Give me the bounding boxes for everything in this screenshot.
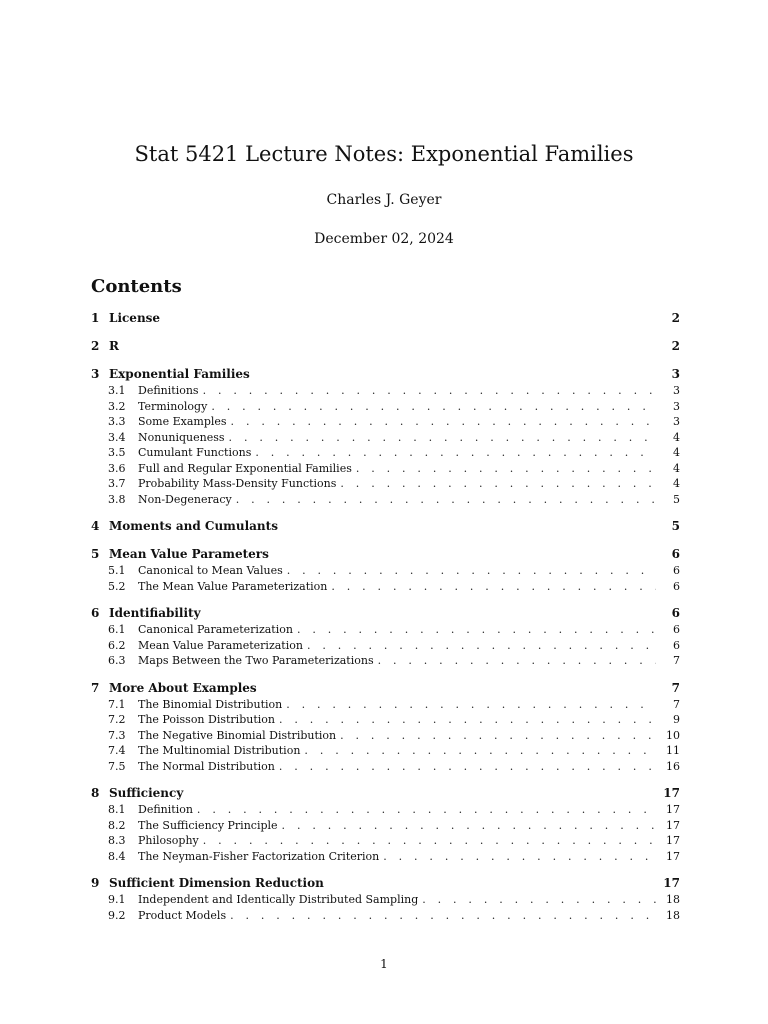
toc-subsection-title: Canonical Parameterization [138, 623, 293, 636]
toc-subsection-number: 3.3 [108, 415, 126, 428]
toc-dot-leader [340, 728, 656, 744]
toc-subsection-number: 3.6 [108, 461, 126, 475]
toc-subsection-number: 8.3 [108, 834, 126, 847]
toc-dot-leader [279, 759, 656, 775]
toc-dot-leader [383, 849, 656, 865]
toc-section-entry[interactable] [91, 545, 680, 563]
toc-dot-leader [231, 414, 656, 430]
toc-subsection-title: Non-Degeneracy [138, 492, 232, 506]
toc-section-title: Exponential Families [109, 367, 250, 381]
contents-heading: Contents [91, 276, 182, 297]
toc-subsection-page: 3 [673, 415, 680, 428]
toc-section-number: 4 [91, 519, 100, 533]
toc-subsection-number: 6.1 [108, 623, 126, 636]
toc-subsection-page: 18 [666, 893, 680, 906]
toc-subsection-page: 3 [673, 399, 680, 413]
toc-subsection-page: 6 [673, 564, 680, 577]
toc-spacer [91, 355, 680, 365]
toc-subsection-page: 18 [666, 908, 680, 922]
toc-section-entry[interactable] [91, 604, 680, 622]
toc-subsection-number: 7.1 [108, 697, 126, 711]
toc-subsection-page: 4 [673, 477, 680, 490]
document-date: December 02, 2024 [314, 231, 454, 247]
toc-section-title: Sufficient Dimension Reduction [109, 876, 324, 890]
toc-subsection-entry[interactable] [91, 383, 680, 399]
toc-dot-leader [331, 579, 656, 595]
toc-subsection-title: The Negative Binomial Distribution [138, 728, 337, 742]
toc-subsection-page: 7 [673, 697, 680, 711]
toc-subsection-entry[interactable] [91, 892, 680, 908]
toc-subsection-page: 3 [673, 384, 680, 397]
toc-section-number: 1 [91, 311, 100, 325]
toc-subsection-number: 8.2 [108, 818, 126, 832]
toc-dot-leader [307, 638, 656, 654]
toc-subsection-entry[interactable] [91, 743, 680, 759]
toc-subsection-page: 17 [666, 849, 680, 863]
toc-subsection-entry[interactable] [91, 414, 680, 430]
page-number: 1 [380, 957, 388, 971]
table-of-contents [91, 309, 680, 923]
toc-section-title: Identifiability [109, 606, 201, 620]
toc-subsection-entry[interactable] [91, 802, 680, 818]
toc-spacer [91, 327, 680, 337]
toc-subsection-number: 7.4 [108, 744, 126, 757]
toc-spacer [91, 864, 680, 874]
toc-dot-leader [340, 476, 656, 492]
toc-subsection-number: 6.2 [108, 638, 126, 652]
toc-subsection-entry[interactable] [91, 653, 680, 669]
toc-subsection-number: 5.2 [108, 579, 126, 593]
toc-subsection-page: 6 [673, 579, 680, 593]
toc-section-number: 3 [91, 367, 100, 381]
toc-subsection-number: 7.3 [108, 728, 126, 742]
toc-dot-leader [356, 461, 656, 477]
toc-section-title: R [109, 339, 119, 353]
toc-subsection-entry[interactable] [91, 638, 680, 654]
toc-dot-leader [378, 653, 656, 669]
toc-subsection-page: 11 [666, 744, 680, 757]
toc-section-title: Moments and Cumulants [109, 519, 278, 533]
toc-dot-leader [203, 383, 656, 399]
toc-subsection-number: 3.7 [108, 477, 126, 490]
toc-subsection-entry[interactable] [91, 849, 680, 865]
toc-spacer [91, 535, 680, 545]
toc-dot-leader [297, 622, 656, 638]
toc-subsection-entry[interactable] [91, 759, 680, 775]
toc-subsection-title: The Mean Value Parameterization [138, 579, 328, 593]
toc-section-page: 6 [671, 606, 680, 620]
toc-subsection-entry[interactable] [91, 728, 680, 744]
toc-subsection-number: 3.5 [108, 446, 126, 459]
toc-subsection-entry[interactable] [91, 476, 680, 492]
toc-section-entry[interactable] [91, 784, 680, 802]
toc-dot-leader [287, 563, 656, 579]
toc-section-number: 8 [91, 786, 100, 800]
toc-section-title: Mean Value Parameters [109, 547, 269, 561]
toc-dot-leader [255, 445, 656, 461]
toc-subsection-title: The Normal Distribution [138, 759, 275, 773]
toc-section-number: 2 [91, 339, 100, 353]
toc-dot-leader [422, 892, 656, 908]
toc-subsection-title: Canonical to Mean Values [138, 564, 283, 577]
toc-section-page: 2 [671, 311, 680, 325]
toc-subsection-page: 6 [673, 623, 680, 636]
toc-subsection-entry[interactable] [91, 712, 680, 728]
toc-subsection-title: Terminology [138, 399, 208, 413]
toc-subsection-number: 6.3 [108, 654, 126, 667]
toc-subsection-entry[interactable] [91, 697, 680, 713]
toc-subsection-page: 16 [666, 759, 680, 773]
toc-subsection-title: Maps Between the Two Parameterizations [138, 654, 374, 667]
toc-subsection-page: 4 [673, 461, 680, 475]
toc-subsection-page: 6 [673, 638, 680, 652]
toc-section-page: 17 [663, 786, 680, 800]
toc-subsection-page: 10 [666, 728, 680, 742]
toc-subsection-entry[interactable] [91, 563, 680, 579]
toc-section-entry[interactable] [91, 309, 680, 327]
toc-subsection-page: 4 [673, 446, 680, 459]
toc-dot-leader [230, 908, 656, 924]
toc-subsection-entry[interactable] [91, 430, 680, 446]
toc-section-entry[interactable] [91, 874, 680, 892]
toc-subsection-title: Philosophy [138, 834, 199, 847]
toc-subsection-title: The Multinomial Distribution [138, 744, 301, 757]
toc-section-entry[interactable] [91, 337, 680, 355]
toc-subsection-entry[interactable] [91, 445, 680, 461]
toc-section-entry[interactable] [91, 365, 680, 383]
toc-subsection-page: 5 [673, 492, 680, 506]
toc-section-title: Sufficiency [109, 786, 184, 800]
toc-section-page: 5 [671, 519, 680, 533]
toc-spacer [91, 774, 680, 784]
toc-subsection-title: Definitions [138, 384, 199, 397]
toc-subsection-number: 7.5 [108, 759, 126, 773]
toc-spacer [91, 669, 680, 679]
toc-subsection-title: Independent and Identically Distributed Sampling [138, 893, 419, 906]
toc-subsection-number: 8.4 [108, 849, 126, 863]
toc-section-page: 3 [671, 367, 680, 381]
toc-subsection-title: Product Models [138, 908, 227, 922]
toc-subsection-page: 7 [673, 654, 680, 667]
toc-subsection-page: 9 [673, 713, 680, 726]
toc-section-page: 2 [671, 339, 680, 353]
toc-subsection-title: Probability Mass-Density Functions [138, 477, 337, 490]
toc-section-page: 17 [663, 876, 680, 890]
document-title: Stat 5421 Lecture Notes: Exponential Families [134, 142, 634, 166]
toc-subsection-entry[interactable] [91, 579, 680, 595]
toc-section-number: 9 [91, 876, 100, 890]
toc-dot-leader [279, 712, 656, 728]
toc-spacer [91, 594, 680, 604]
toc-subsection-title: The Sufficiency Principle [138, 818, 278, 832]
toc-section-title: License [109, 311, 161, 325]
toc-subsection-entry[interactable] [91, 622, 680, 638]
toc-section-number: 6 [91, 606, 100, 620]
toc-dot-leader [211, 399, 656, 415]
toc-subsection-title: The Binomial Distribution [138, 697, 283, 711]
toc-subsection-entry[interactable] [91, 833, 680, 849]
toc-subsection-title: The Neyman-Fisher Factorization Criterion [138, 849, 380, 863]
toc-dot-leader [304, 743, 656, 759]
toc-dot-leader [286, 697, 656, 713]
toc-section-title: More About Examples [109, 680, 257, 695]
toc-subsection-number: 3.8 [108, 492, 126, 506]
toc-section-entry[interactable] [91, 679, 680, 697]
toc-subsection-page: 17 [666, 803, 680, 816]
toc-subsection-page: 4 [673, 430, 680, 444]
toc-section-page: 6 [671, 547, 680, 561]
toc-dot-leader [203, 833, 656, 849]
toc-subsection-number: 3.1 [108, 384, 126, 397]
toc-dot-leader [229, 430, 656, 446]
toc-subsection-title: Mean Value Parameterization [138, 638, 303, 652]
toc-dot-leader [282, 818, 656, 834]
toc-section-number: 7 [91, 680, 100, 695]
toc-subsection-title: Definition [138, 803, 193, 816]
toc-subsection-number: 9.1 [108, 893, 126, 906]
toc-dot-leader [197, 802, 656, 818]
toc-subsection-entry[interactable] [91, 492, 680, 508]
toc-subsection-title: The Poisson Distribution [138, 713, 275, 726]
toc-spacer [91, 507, 680, 517]
toc-subsection-number: 5.1 [108, 564, 126, 577]
toc-subsection-title: Full and Regular Exponential Families [138, 461, 352, 475]
toc-dot-leader [236, 492, 656, 508]
toc-subsection-entry[interactable] [91, 908, 680, 924]
toc-subsection-title: Cumulant Functions [138, 446, 252, 459]
toc-subsection-entry[interactable] [91, 818, 680, 834]
toc-subsection-entry[interactable] [91, 461, 680, 477]
toc-subsection-title: Some Examples [138, 415, 227, 428]
toc-subsection-number: 7.2 [108, 713, 126, 726]
document-author: Charles J. Geyer [326, 192, 442, 208]
toc-subsection-number: 9.2 [108, 908, 126, 922]
toc-subsection-title: Nonuniqueness [138, 430, 225, 444]
toc-subsection-page: 17 [666, 834, 680, 847]
toc-section-number: 5 [91, 547, 100, 561]
toc-subsection-number: 3.2 [108, 399, 126, 413]
toc-subsection-entry[interactable] [91, 399, 680, 415]
toc-subsection-number: 8.1 [108, 803, 126, 816]
toc-subsection-number: 3.4 [108, 430, 126, 444]
toc-section-page: 7 [671, 680, 680, 695]
toc-section-entry[interactable] [91, 517, 680, 535]
toc-subsection-page: 17 [666, 818, 680, 832]
